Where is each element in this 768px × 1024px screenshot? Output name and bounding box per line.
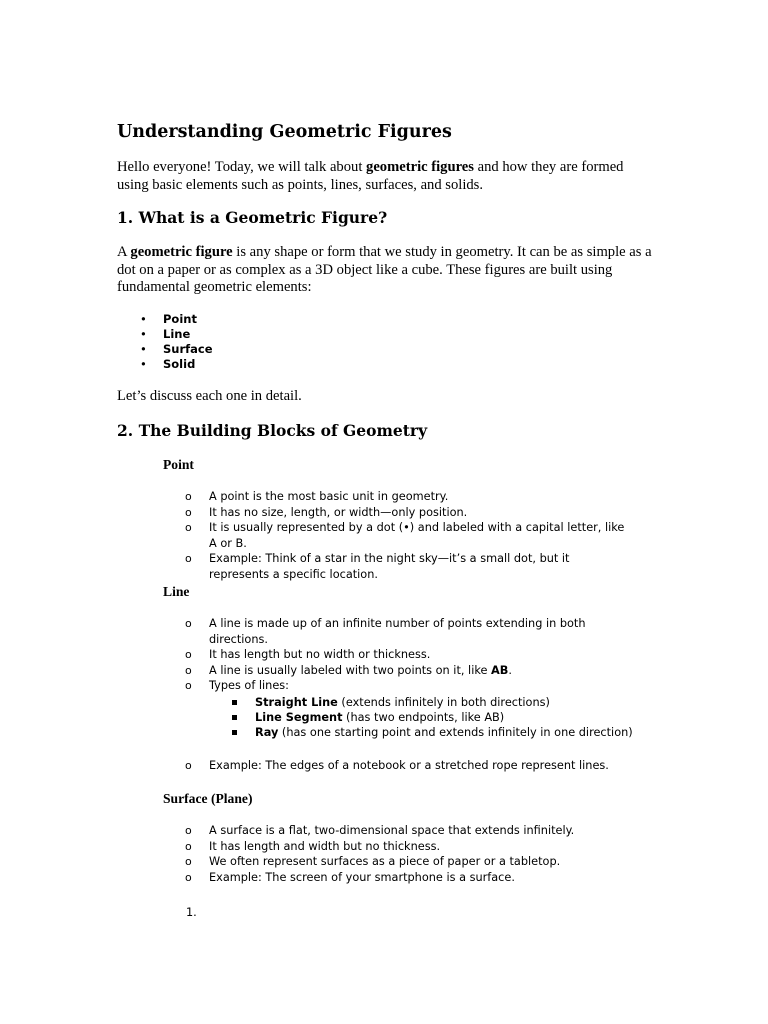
section2-heading: 2. The Building Blocks of Geometry: [117, 421, 428, 440]
line-type-desc: (has one starting point and extends infinitely in one direction): [278, 726, 633, 739]
list-item-text: It is usually represented by a dot (•) and labeled with a capital letter, like A or B.: [209, 521, 625, 550]
square-bullet-icon: [232, 715, 237, 720]
circle-bullet-icon: o: [185, 505, 192, 519]
line-list: [163, 616, 633, 694]
list-item: [163, 663, 633, 679]
list-item: [163, 616, 633, 647]
list-item: [163, 647, 633, 663]
circle-bullet-icon: o: [185, 855, 192, 869]
circle-bullet-icon: o: [185, 648, 192, 662]
line-type-item: [209, 710, 629, 725]
line-type-name: Line Segment: [255, 711, 343, 724]
line-types-list: [209, 695, 633, 740]
circle-bullet-icon: o: [185, 663, 192, 677]
list-item: [163, 551, 633, 582]
list-item-text-end: .: [508, 663, 512, 677]
line-example-list: [163, 758, 633, 774]
point-list: [163, 489, 633, 583]
line-type-desc: (has two endpoints, like AB): [342, 711, 505, 724]
intro-paragraph: [117, 159, 657, 194]
list-item: [163, 520, 633, 551]
circle-bullet-icon: o: [185, 870, 192, 884]
list-item-text: A line is usually labeled with two points on it, like: [209, 663, 492, 677]
bullet-item: [117, 312, 213, 327]
list-item: [163, 489, 633, 505]
bullet-item: [117, 342, 213, 357]
surface-list: [163, 823, 633, 885]
bullet-item: [117, 357, 213, 372]
line-label-ab: AB: [491, 663, 509, 677]
circle-bullet-icon: o: [185, 490, 192, 503]
bullet-label: Line: [163, 327, 191, 341]
list-item: [163, 839, 633, 855]
circle-bullet-icon: o: [185, 552, 192, 566]
intro-text: Hello everyone! Today, we will talk about: [117, 159, 367, 175]
square-bullet-icon: [232, 700, 237, 705]
section1-bold-term: geometric figure: [130, 244, 233, 260]
list-item-text: Example: Think of a star in the night sky—it’s a small dot, but it represents a specific location.: [209, 552, 570, 581]
bullet-icon: •: [140, 327, 147, 341]
list-item: [163, 758, 633, 774]
line-type-item: [209, 725, 633, 740]
page-title: Understanding Geometric Figures: [117, 122, 452, 142]
elements-bullet-list: [117, 312, 213, 372]
point-heading: Point: [163, 457, 194, 472]
list-item: [163, 678, 633, 694]
list-item-text: It has no size, length, or width—only position.: [209, 505, 468, 519]
section1-paragraph: [117, 244, 657, 297]
list-item-text: We often represent surfaces as a piece of paper or a tabletop.: [209, 855, 561, 869]
line-type-item: [209, 695, 629, 710]
circle-bullet-icon: o: [185, 839, 192, 853]
bullet-item: [117, 327, 213, 342]
bullet-icon: •: [140, 312, 147, 326]
list-item-text: Types of lines:: [209, 679, 289, 693]
line-type-name: Ray: [255, 726, 279, 739]
list-item-text: A line is made up of an infinite number of points extending in both directions.: [209, 617, 586, 646]
list-item: [163, 870, 633, 886]
bullet-label: Point: [163, 312, 197, 326]
line-heading: Line: [163, 584, 190, 599]
bullet-label: Surface: [163, 342, 213, 356]
circle-bullet-icon: o: [185, 824, 192, 837]
list-item: [163, 823, 633, 839]
bullet-icon: •: [140, 357, 147, 371]
intro-bold-term: geometric figures: [366, 159, 474, 175]
bullet-label: Solid: [163, 357, 196, 371]
square-bullet-icon: [232, 730, 237, 735]
circle-bullet-icon: o: [185, 521, 192, 535]
list-item: [163, 854, 633, 870]
list-item-text: Example: The edges of a notebook or a stretched rope represent lines.: [209, 759, 609, 772]
surface-heading: Surface (Plane): [163, 791, 253, 806]
list-item: [163, 505, 633, 521]
circle-bullet-icon: o: [185, 617, 192, 630]
section1-outro: Let’s discuss each one in detail.: [117, 388, 302, 404]
list-item-text: A surface is a flat, two-dimensional space that extends infinitely.: [209, 824, 575, 837]
list-item-text: Example: The screen of your smartphone is a surface.: [209, 870, 515, 884]
section1-text: A: [117, 244, 131, 260]
line-type-desc: (extends infinitely in both directions): [337, 696, 550, 709]
list-item-text: It has length but no width or thickness.: [209, 648, 431, 662]
section1-text-end: is any shape or form that we study in geometry. It can be as simple as a dot on a paper or as complex as a 3D object like a cube. These figures are built using fundamental geometric elements:: [117, 244, 652, 295]
circle-bullet-icon: o: [185, 679, 192, 693]
circle-bullet-icon: o: [185, 759, 192, 772]
section1-heading: 1. What is a Geometric Figure?: [117, 208, 388, 227]
list-number: 1.: [186, 906, 197, 919]
line-type-name: Straight Line: [255, 696, 338, 709]
list-item-text: A point is the most basic unit in geometry.: [209, 490, 449, 503]
list-item-text: It has length and width but no thickness.: [209, 839, 441, 853]
bullet-icon: •: [140, 342, 147, 356]
intro-text-end: and how they are formed using basic elements such as points, lines, surfaces, and solids.: [117, 159, 624, 193]
